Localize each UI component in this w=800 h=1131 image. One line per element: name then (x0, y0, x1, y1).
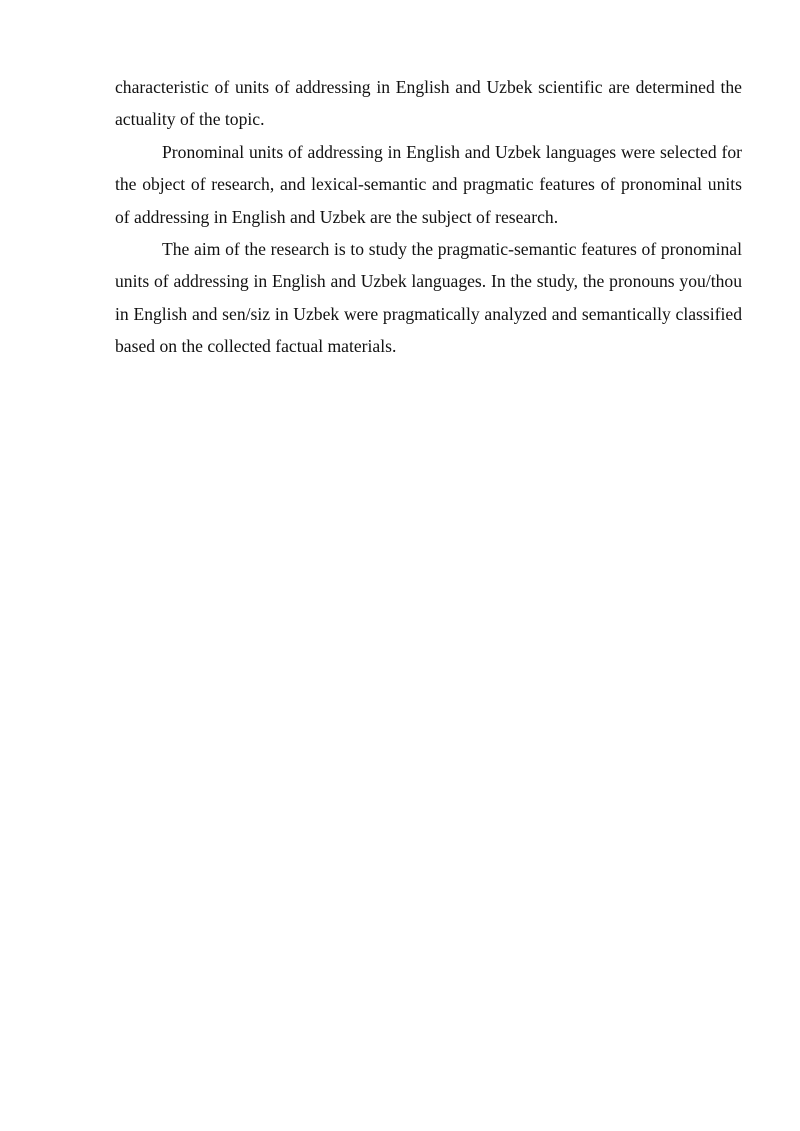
body-text (115, 71, 742, 363)
paragraph-continuation: characteristic of units of addressing in English and Uzbek scientific are determined the actuality of the topic. (115, 77, 742, 130)
paragraph-object-of-research: Pronominal units of addressing in English and Uzbek languages were selected for the object of research, and lexical-semantic and pragmatic features of pronominal units of addressing in English and Uzbek are the subject of research. (115, 141, 742, 227)
paragraph-aim-of-research: The aim of the research is to study the pragmatic-semantic features of pronominal units of addressing in English and Uzbek languages. In the study, the pronouns you/thou in English and sen/siz in Uzbek were pragmatically analyzed and semantically classified based on the collected factual materials. (115, 239, 742, 357)
